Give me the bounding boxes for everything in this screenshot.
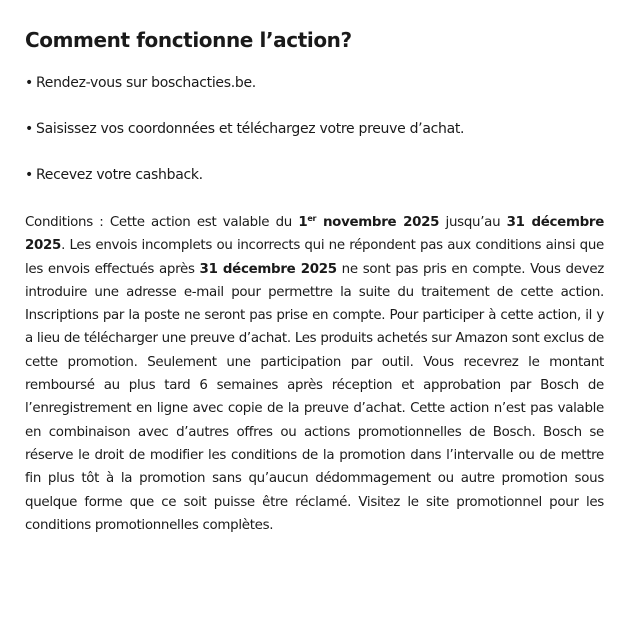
end-date: 31 décembre 2025 xyxy=(25,215,604,254)
conditions-after-end: . Les envois incomplets ou incorrects qui ne répondent pas aux conditions ainsi que les envois effectués après xyxy=(25,238,604,277)
bullet-icon: • xyxy=(25,121,33,137)
step-text: Rendez-vous sur boschacties.be. xyxy=(36,75,256,91)
list-item xyxy=(25,165,604,185)
start-month-year: novembre 2025 xyxy=(316,215,440,230)
list-item xyxy=(25,73,604,93)
conditions-until: jusqu’au xyxy=(439,215,507,230)
conditions-intro: Conditions : Cette action est valable du xyxy=(25,215,299,230)
end-date-repeat: 31 décembre 2025 xyxy=(199,261,337,277)
start-day: 1 xyxy=(298,215,308,230)
step-text: Recevez votre cashback. xyxy=(36,167,203,183)
bullet-icon: • xyxy=(25,75,33,91)
conditions-body: ne sont pas pris en compte. Vous devez introduire une adresse e-mail pour permettre la suite du traitement de cette action. Inscriptions par la poste ne seront pas prise en compte. Pour participer à cette action, il y a lieu de télécharger une preuve d’achat. Les produits achetés sur Amazon sont exclus de cette promotion. Seulement une participation par outil. Vous recevrez le montant remboursé au plus tard 6 semaines après réception et approbation par Bosch de l’enregistrement en ligne avec copie de la preuve d’achat. Cette action n’est pas valable en combinaison avec d’autres offres ou actions promotionnelles de Bosch. Bosch se réserve le droit de modifier les conditions de la promotion dans l’intervalle ou de mettre fin plus tôt à la promotion sans qu’aucun dédommagement ou autre promotion sous quelque forme que ce soit puisse être réclamé. Visitez le site promotionnel pour les conditions promotionnelles complètes. xyxy=(25,261,604,533)
page-title: Comment fonctionne l’action? xyxy=(25,28,352,52)
start-day-suffix: er xyxy=(307,214,317,223)
promo-info-page xyxy=(25,25,604,537)
steps-list xyxy=(25,73,604,185)
list-item xyxy=(25,119,604,139)
bullet-icon: • xyxy=(25,167,33,183)
step-text: Saisissez vos coordonnées et téléchargez votre preuve d’achat. xyxy=(36,121,465,137)
conditions-paragraph xyxy=(25,211,604,537)
